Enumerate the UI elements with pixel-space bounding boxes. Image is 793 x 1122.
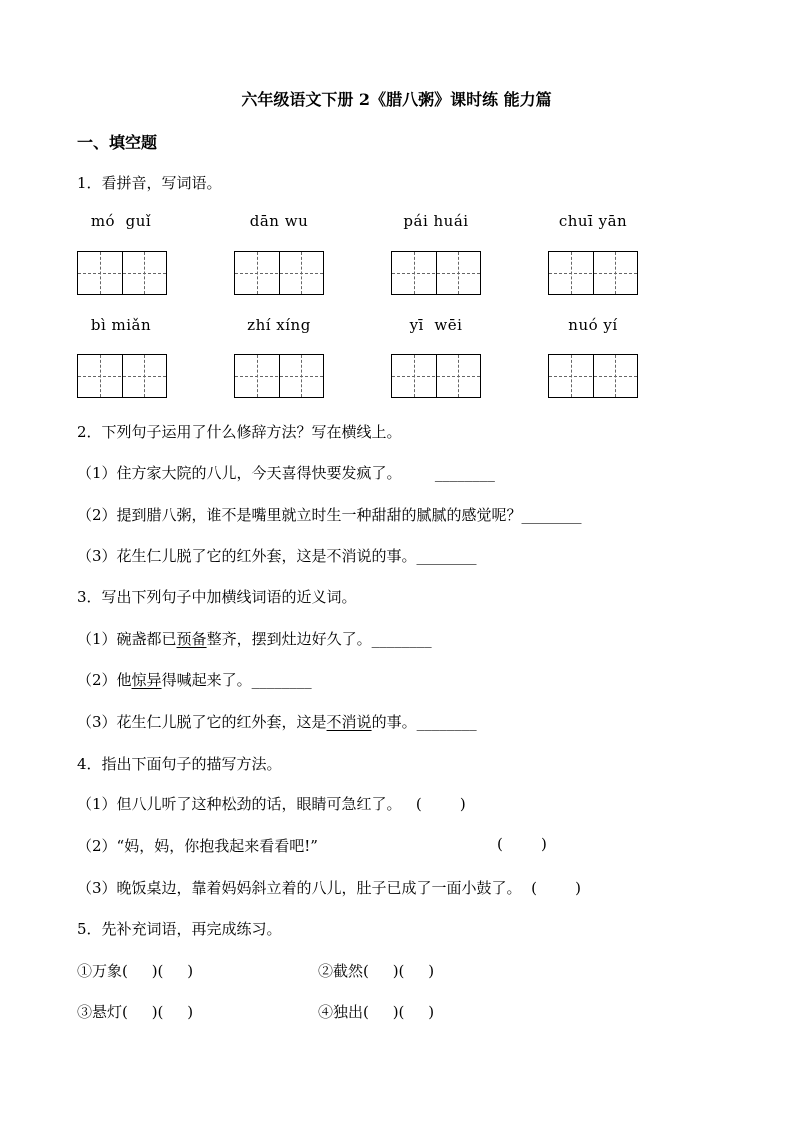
q4-item: （2）“妈，妈，你抱我起来看看吧!” [77,837,318,855]
pinyin-label: zhí xíng [247,316,311,334]
q5-prompt: 5．先补充词语，再完成练习。 [77,920,282,938]
writing-grid[interactable] [234,354,324,398]
pinyin-label: bì miǎn [90,316,152,334]
q3-item: （2）他惊异得喊起来了。________ [77,671,312,689]
pinyin-label: chuī yān [558,212,628,230]
page-title: 六年级语文下册 2《腊八粥》课时练 能力篇 [241,90,552,109]
q2-item: （3）花生仁儿脱了它的红外套，这是不消说的事。________ [77,547,477,565]
writing-grid[interactable] [548,251,638,295]
underlined-word: 预备 [176,630,207,648]
writing-grid[interactable] [391,354,481,398]
underlined-word: 惊异 [131,671,162,689]
q5-item: ②截然( )( ) [318,962,435,980]
writing-grid[interactable] [77,354,167,398]
q3-prompt: 3．写出下列句子中加横线词语的近义词。 [77,588,357,606]
q2-item: （1）住方家大院的八儿，今天喜得快要发疯了。 ________ [77,464,495,482]
section-heading: 一、填空题 [77,133,158,152]
writing-grid[interactable] [391,251,481,295]
q4-item: （3）晚饭桌边，靠着妈妈斜立着的八儿，肚子已成了一面小鼓了。 ( ) [77,879,581,897]
pinyin-label: nuó yí [568,316,618,334]
q4-item: （1）但八儿听了这种松劲的话，眼睛可急红了。 ( ) [77,795,466,813]
pinyin-label: pái huái [403,212,469,230]
q5-item: ③悬灯( )( ) [77,1003,194,1021]
writing-grid[interactable] [77,251,167,295]
writing-grid[interactable] [234,251,324,295]
q5-item: ④独出( )( ) [318,1003,435,1021]
q3-item: （1）碗盏都已预备整齐，摆到灶边好久了。________ [77,630,432,648]
pinyin-label: mó guǐ [90,212,152,230]
underlined-word: 不消说 [326,713,372,731]
pinyin-label: dān wu [249,212,309,230]
q5-item: ①万象( )( ) [77,962,194,980]
q3-item: （3）花生仁儿脱了它的红外套，这是不消说的事。________ [77,713,477,731]
q2-item: （2）提到腊八粥，谁不是嘴里就立时生一种甜甜的腻腻的感觉呢？________ [77,506,582,524]
q2-prompt: 2．下列句子运用了什么修辞方法？写在横线上。 [77,423,402,441]
q4-prompt: 4．指出下面句子的描写方法。 [77,755,282,773]
writing-grid[interactable] [548,354,638,398]
pinyin-label: yī wēi [409,316,463,334]
answer-parentheses: ( ) [497,835,547,853]
q1-prompt: 1．看拼音，写词语。 [77,174,222,192]
